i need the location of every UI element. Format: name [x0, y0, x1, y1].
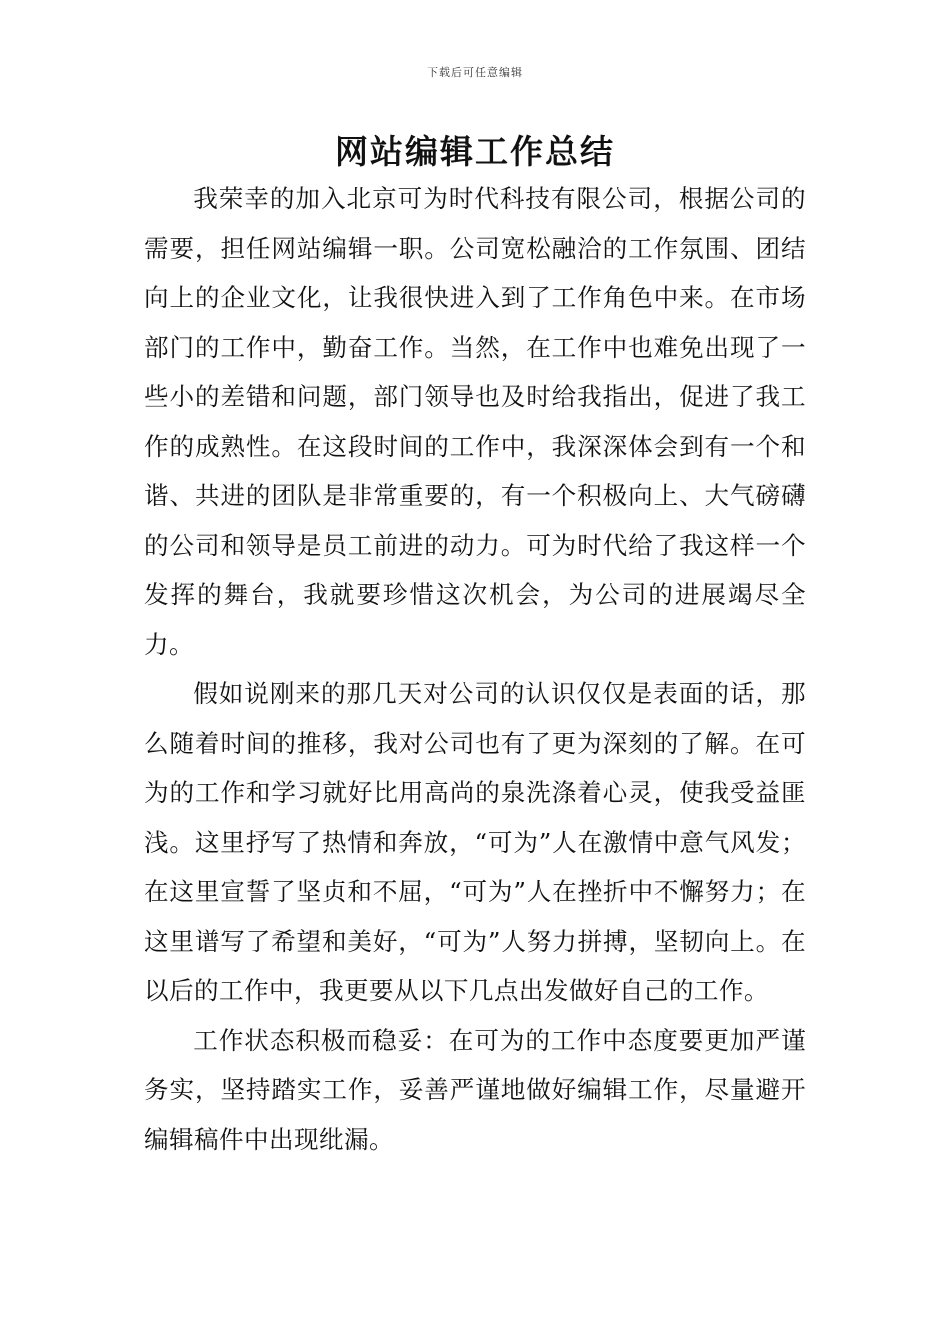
paragraph-1: 我荣幸的加入北京可为时代科技有限公司，根据公司的需要，担任网站编辑一职。公司宽松融洽的工作氛围、团结向上的企业文化，让我很快进入到了工作角色中来。在市场部门的工作中，勤奋工作。当然，在工作中也难免出现了一些小的差错和问题，部门领导也及时给我指出，促进了我工作的成熟性。在这段时间的工作中，我深深体会到有一个和谐、共进的团队是非常重要的，有一个积极向上、大气磅礴的公司和领导是员工前进的动力。可为时代给了我这样一个发挥的舞台，我就要珍惜这次机会，为公司的进展竭尽全力。: [144, 184, 806, 659]
document-body: [144, 174, 806, 1164]
document-title: 网站编辑工作总结: [335, 132, 615, 171]
paragraph-3: 工作状态积极而稳妥：在可为的工作中态度要更加严谨务实，坚持踏实工作，妥善严谨地做好编辑工作，尽量避开编辑稿件中出现纰漏。: [144, 1025, 806, 1154]
paragraph-2: 假如说刚来的那几天对公司的认识仅仅是表面的话，那么随着时间的推移，我对公司也有了更为深刻的了解。在可为的工作和学习就好比用高尚的泉洗涤着心灵，使我受益匪浅。这里抒写了热情和奔放，“可为”人在激情中意气风发；在这里宣誓了坚贞和不屈，“可为”人在挫折中不懈努力；在这里谱写了希望和美好，“可为”人努力拼搏，坚韧向上。在以后的工作中，我更要从以下几点出发做好自己的工作。: [144, 679, 806, 1005]
page-header: 下载后可任意编辑: [427, 66, 523, 79]
